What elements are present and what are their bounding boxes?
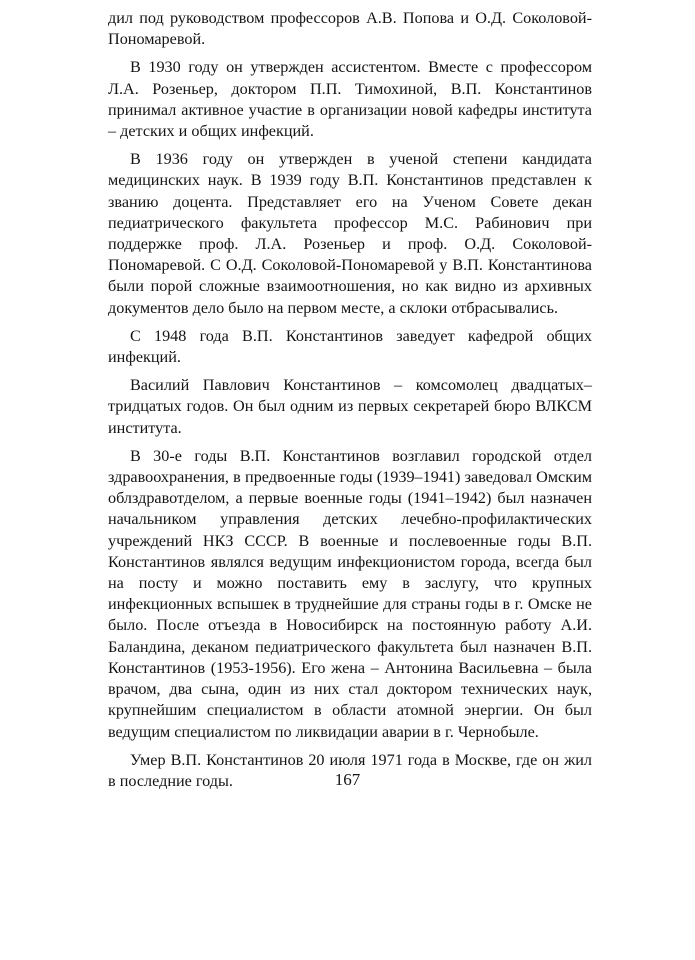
paragraph-healthcare-career: В 30-е годы В.П. Константинов возглавил городской отдел здравоохранения, в предвоенные годы (1939–1941) заведовал Омским облздравотделом, а первые военные годы (1941–1942) был назначен начальником управления детских лечебно-профилактических учреждений НКЗ СССР. В военные и послевоенные годы В.П. Константинов являлся ведущим инфекционистом города, всегда был на посту и можно поставить ему в заслугу, что крупных инфекционных вспышек в труднейшие для страны годы в г. Омске не было. После отъезда в Новосибирск на постоянную работу А.И. Баландина, деканом педиатрического факультета был назначен В.П. Константинов (1953-1956). Его жена – Антонина Васильевна – была врачом, два сына, один из них стал доктором технических наук, крупнейшим специалистом в области атомной энергии. Он был ведущим специалистом по ликвидации аварии в г. Чернобыле. [108, 446, 592, 741]
paragraph-candidate-1936: В 1936 году он утвержден в ученой степени кандидата медицинских наук. В 1939 году В.П. Константинов представлен к званию доцента. Представляет его на Ученом Совете декан педиатрического факультета профессор М.С. Рабинович при поддержке проф. Л.А. Розеньер и проф. О.Д. Соколовой-Пономаревой. С О.Д. Соколовой-Пономаревой у В.П. Константинова были порой сложные взаимоотношения, но как видно из архивных документов дело было на первом месте, а склоки отбрасывались. [108, 150, 592, 317]
page-number: 167 [334, 770, 361, 789]
paragraph-assistant-1930: В 1930 году он утвержден ассистентом. Вместе с профессором Л.А. Розеньер, доктором П.П. Тимохиной, В.П. Константинов принимал активное участие в организации новой кафедры института – детских и общих инфекций. [108, 58, 592, 141]
paragraph-continuation: дил под руководством профессоров А.В. Попова и О.Д. Соколовой-Пономаревой. [108, 9, 592, 49]
paragraph-head-1948: С 1948 года В.П. Константинов заведует кафедрой общих инфекций. [108, 326, 592, 367]
body-text [108, 8, 592, 799]
paragraph-komsomol: Василий Павлович Константинов – комсомолец двадцатых–тридцатых годов. Он был одним из первых секретарей бюро ВЛКСМ института. [108, 376, 592, 437]
paragraph-death: Умер В.П. Константинов 20 июля 1971 года в Москве, где он жил в последние годы. [108, 750, 592, 790]
